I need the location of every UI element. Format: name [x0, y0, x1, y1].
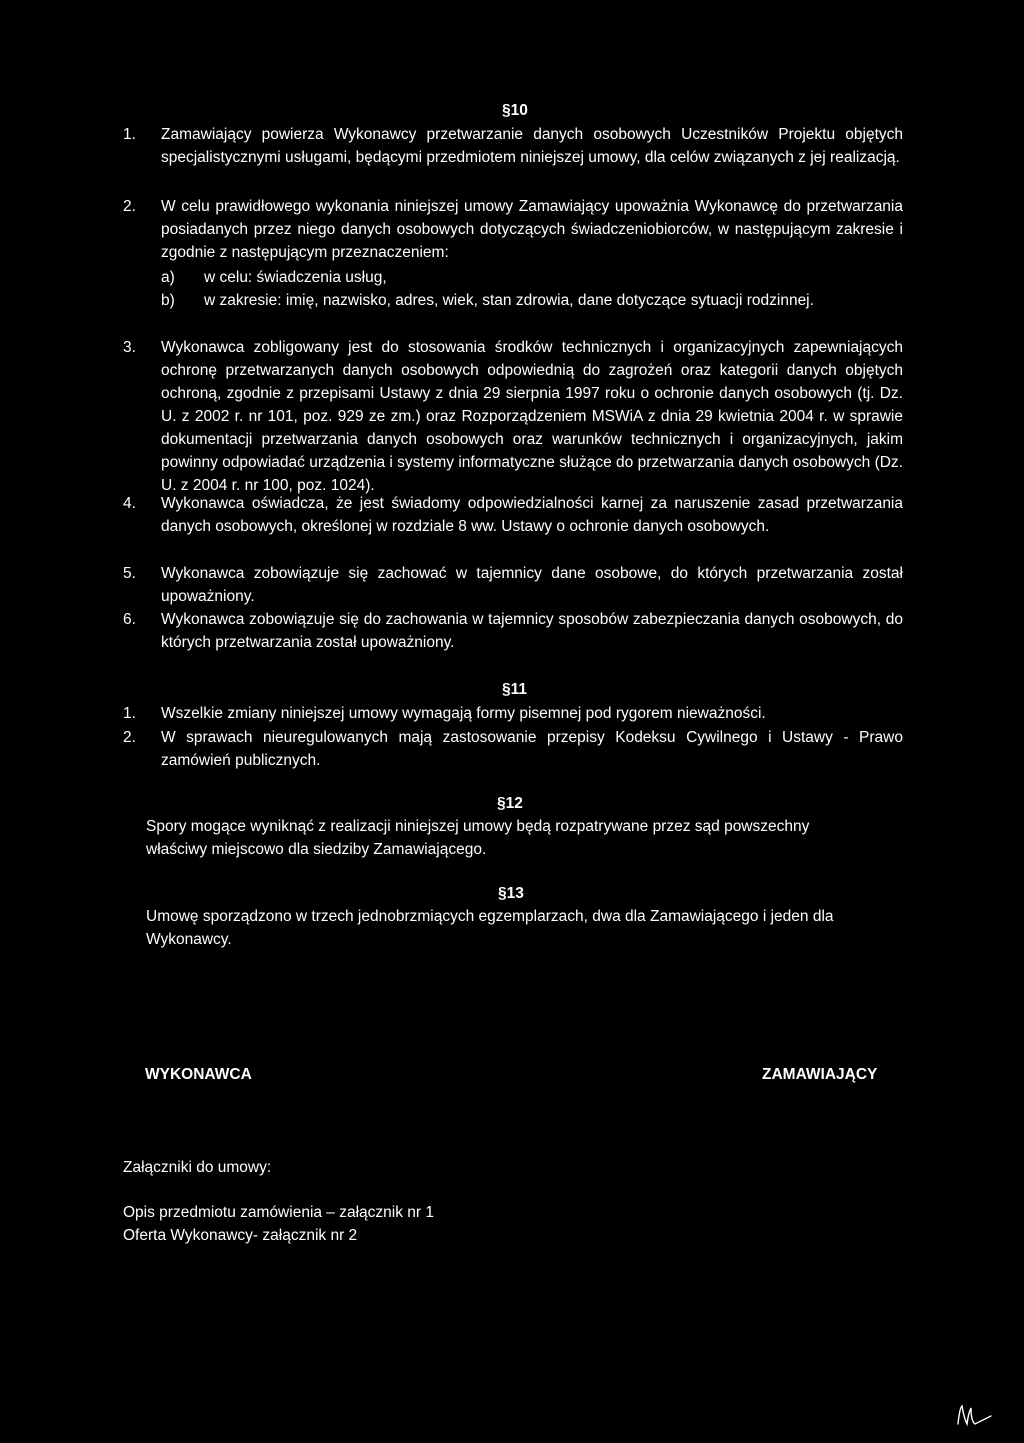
contractor-signature-label: WYKONAWCA [145, 1066, 252, 1083]
item-number: 1. [123, 705, 136, 722]
subitem-label: a) [161, 269, 175, 286]
section-12-heading: §12 [497, 795, 523, 812]
subitem-label: b) [161, 292, 175, 309]
attachments-heading: Załączniki do umowy: [123, 1159, 272, 1176]
item-text: Wykonawca zobowiązuje się do zachowania w tajemnicy sposobów zabezpieczania danych osobowych, do których przetwarzania został upoważniony. [161, 611, 903, 651]
item-text: W sprawach nieuregulowanych mają zastosowanie przepisy Kodeksu Cywilnego i Ustawy - Prawo zamówień publicznych. [161, 729, 903, 769]
item-text: Wykonawca zobligowany jest do stosowania środków technicznych i organizacyjnych zapewniających ochronę przetwarzanych danych osobowych odpowiednią do zagrożeń oraz kategorii danych objętych ochroną, zgodnie z przepisami Ustawy z dnia 29 sierpnia 1997 roku o ochronie danych osobowych (tj. Dz. U. z 2002 r. nr 101, poz. 929 ze zm.) oraz Rozporządzeniem MSWiA z dnia 29 kwietnia 2004 r. w sprawie dokumentacji przetwarzania danych osobowych oraz warunków technicznych i organizacyjnych, jakim powinny odpowiadać urządzenia i systemy informatyczne służące do przetwarzania danych osobowych (Dz. U. z 2004 r. nr 100, poz. 1024). [161, 339, 903, 494]
item-number: 6. [123, 611, 136, 628]
section-10-heading: §10 [502, 102, 528, 119]
handwritten-initials [955, 1400, 995, 1430]
attachment-item: Oferta Wykonawcy- załącznik nr 2 [123, 1227, 358, 1244]
item-number: 1. [123, 126, 136, 143]
item-number: 2. [123, 729, 136, 746]
subitem-text: w celu: świadczenia usług, [204, 269, 387, 286]
item-number: 3. [123, 339, 136, 356]
item-text: Wykonawca zobowiązuje się zachować w tajemnicy dane osobowe, do których przetwarzania został upoważniony. [161, 565, 903, 605]
section-11-heading: §11 [502, 681, 528, 698]
item-text: W celu prawidłowego wykonania niniejszej umowy Zamawiający upoważnia Wykonawcę do przetwarzania posiadanych przez niego danych osobowych dotyczących świadczeniobiorców, w następującym zakresie i zgodnie z następującym przeznaczeniem: [161, 198, 903, 261]
section-13-text: Umowę sporządzono w trzech jednobrzmiących egzemplarzach, dwa dla Zamawiającego i jeden dla Wykonawcy. [146, 908, 834, 948]
item-number: 4. [123, 495, 136, 512]
item-text: Wykonawca oświadcza, że jest świadomy odpowiedzialności karnej za naruszenie zasad przetwarzania danych osobowych, określonej w rozdziale 8 ww. Ustawy o ochronie danych osobowych. [161, 495, 903, 535]
item-number: 2. [123, 198, 136, 215]
subitem-text: w zakresie: imię, nazwisko, adres, wiek, stan zdrowia, dane dotyczące sytuacji rodzinnej. [204, 292, 814, 309]
item-text: Zamawiający powierza Wykonawcy przetwarzanie danych osobowych Uczestników Projektu objętych specjalistycznymi usługami, będącymi przedmiotem niniejszej umowy, dla celów związanych z jej realizacją. [161, 126, 903, 166]
section-12-text: Spory mogące wyniknąć z realizacji niniejszej umowy będą rozpatrywane przez sąd powszechny właściwy miejscowo dla siedziby Zamawiającego. [146, 818, 810, 858]
attachment-item: Opis przedmiotu zamówienia – załącznik nr 1 [123, 1204, 434, 1221]
item-text: Wszelkie zmiany niniejszej umowy wymagają formy pisemnej pod rygorem nieważności. [161, 705, 766, 722]
section-13-heading: §13 [498, 885, 524, 902]
item-number: 5. [123, 565, 136, 582]
client-signature-label: ZAMAWIAJĄCY [762, 1066, 878, 1083]
